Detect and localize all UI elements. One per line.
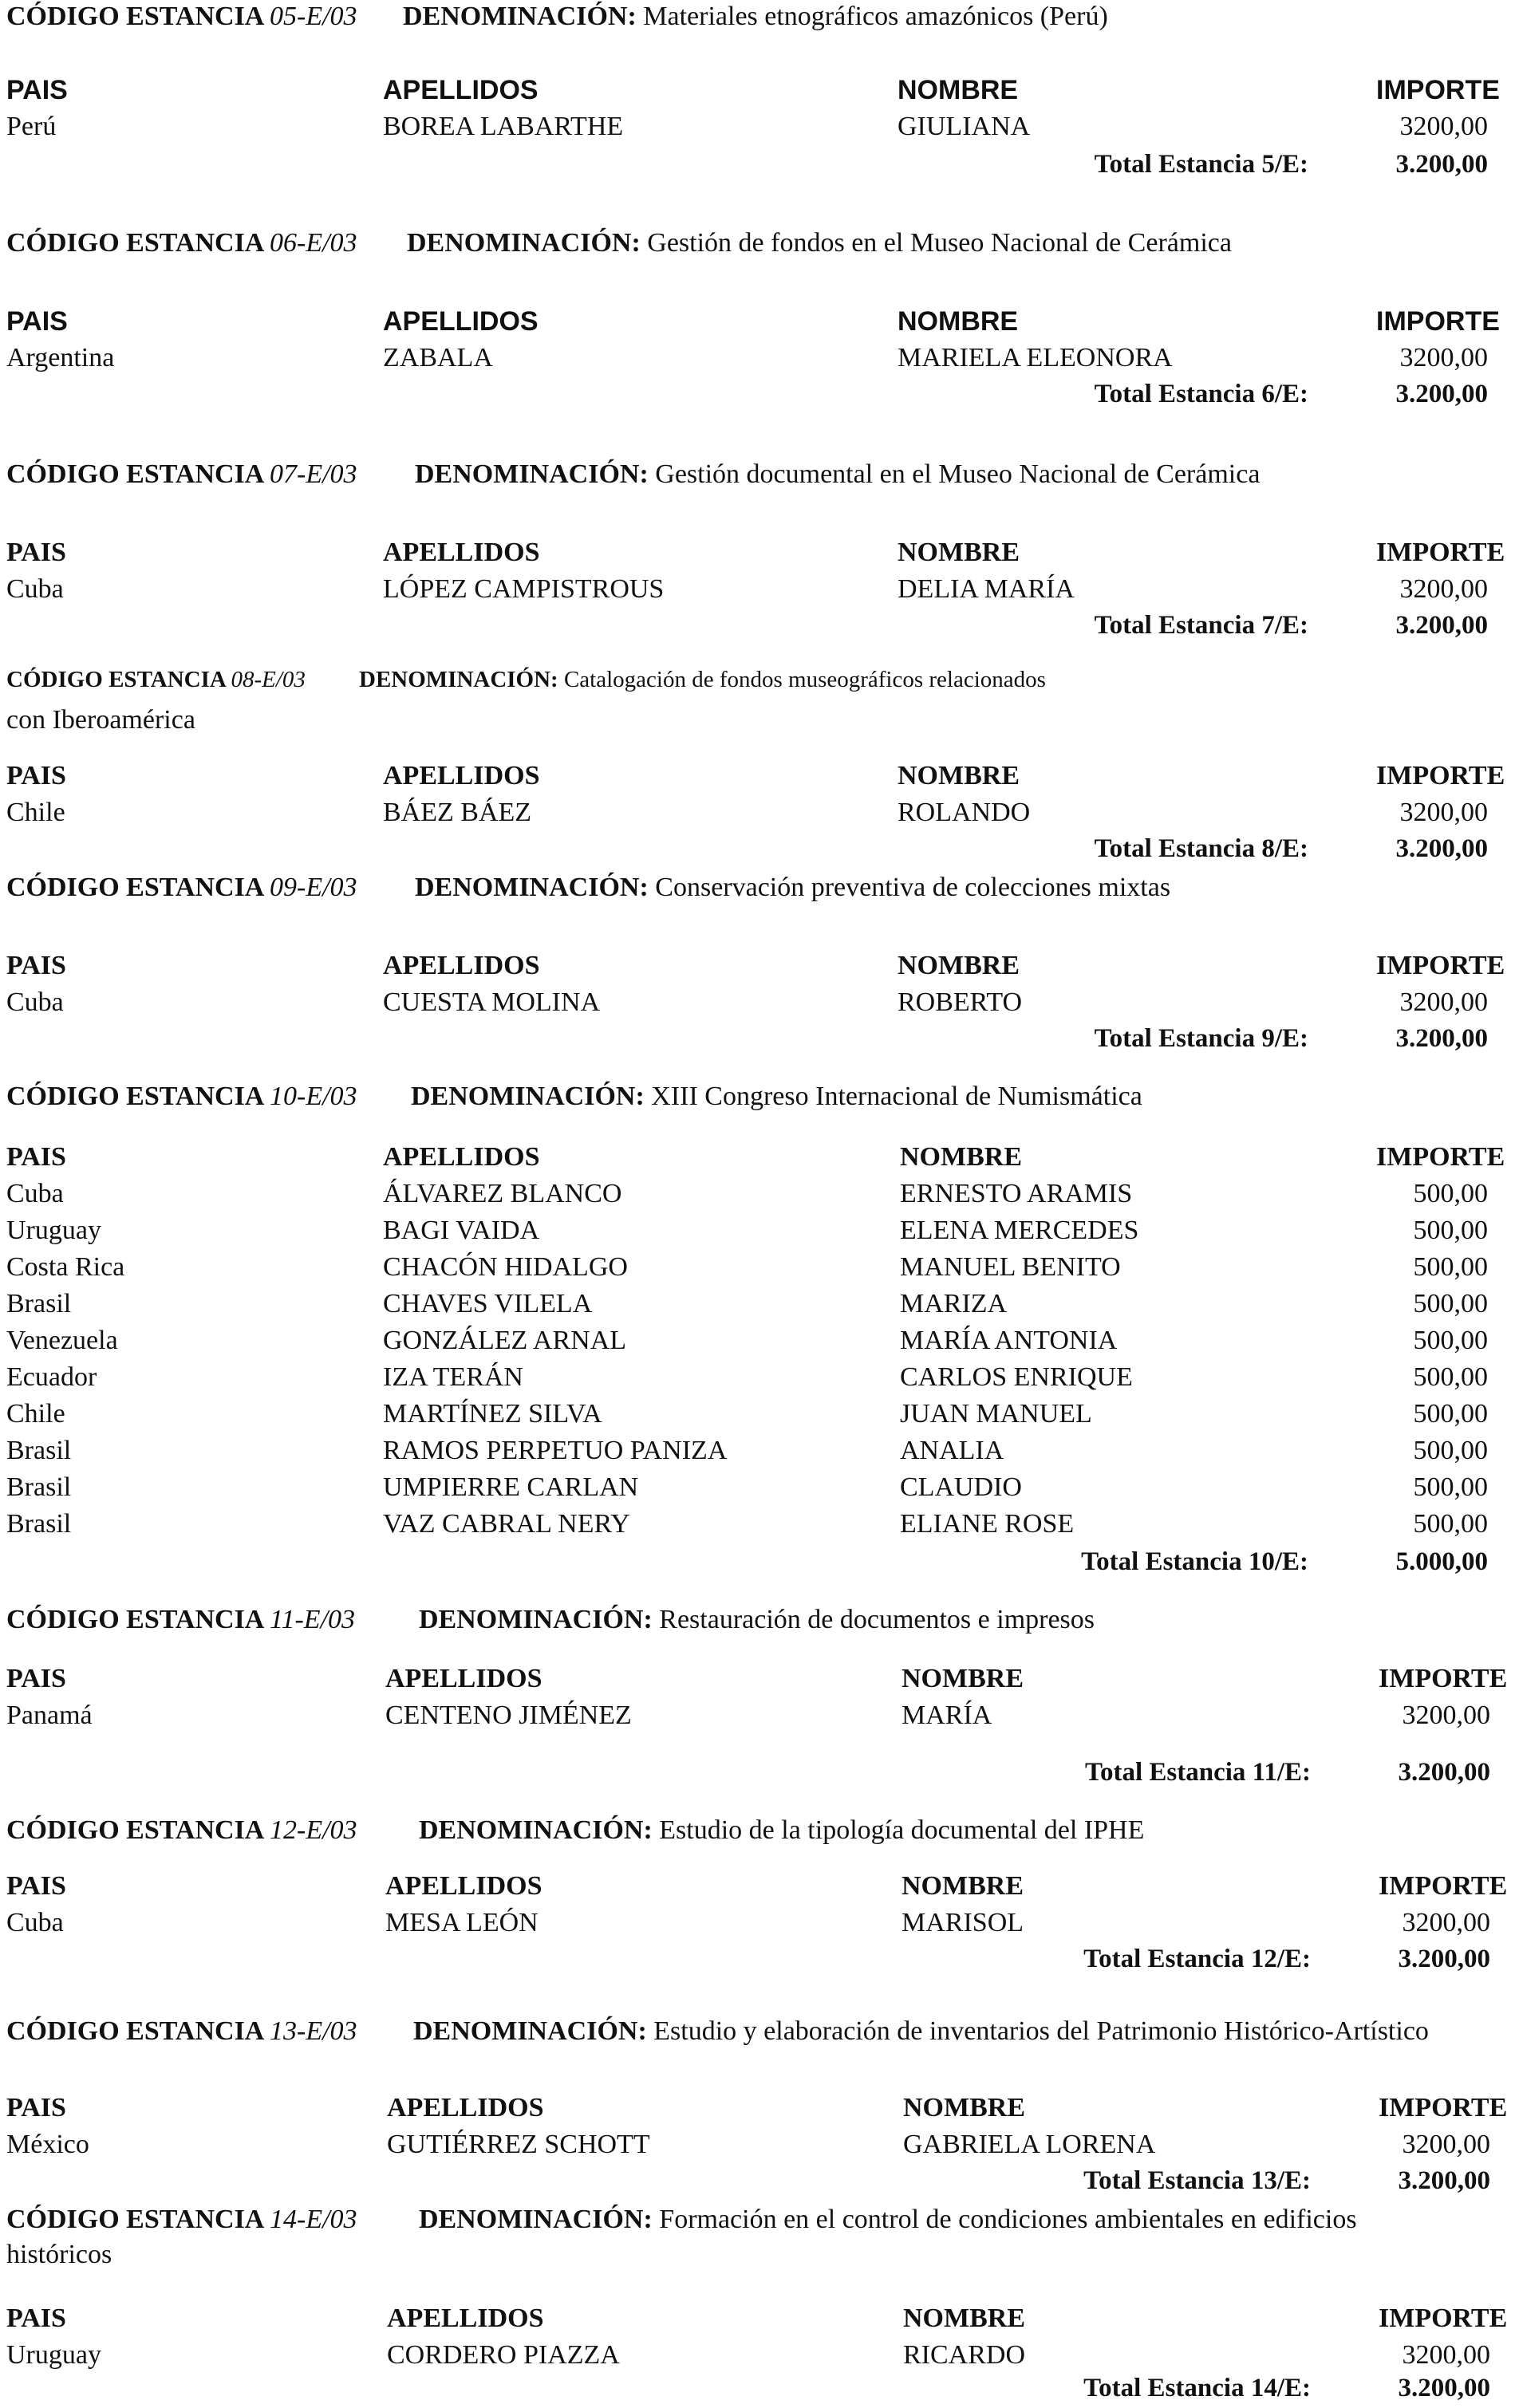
nombre-header: NOMBRE — [903, 2304, 1025, 2333]
importe-cell: 500,00 — [1413, 1436, 1488, 1465]
apellidos-header: APELLIDOS — [383, 761, 540, 790]
apellidos-cell: BOREA LABARTHE — [383, 112, 624, 141]
importe-cell: 500,00 — [1413, 1362, 1488, 1392]
codigo-estancia-label: CÓDIGO ESTANCIA 05-E/03 — [6, 2, 357, 31]
nombre-header: NOMBRE — [898, 306, 1019, 337]
apellidos-header: APELLIDOS — [383, 538, 540, 567]
importe-header: IMPORTE — [1376, 538, 1505, 567]
pais-cell: Brasil — [6, 1289, 72, 1318]
estancia-section — [0, 1605, 1515, 1787]
denominacion-value: Gestión de fondos en el Museo Nacional de Cerámica — [647, 228, 1232, 258]
apellidos-cell: MARTÍNEZ SILVA — [383, 1399, 602, 1429]
nombre-header: NOMBRE — [902, 1664, 1024, 1693]
denominacion-value: Estudio y elaboración de inventarios del Patrimonio Histórico-Artístico — [653, 2016, 1429, 2046]
apellidos-cell: GONZÁLEZ ARNAL — [383, 1326, 627, 1355]
importe-cell: 3200,00 — [1402, 1908, 1490, 1937]
importe-cell: 500,00 — [1413, 1326, 1488, 1355]
total-label: Total Estancia 10/E: — [1081, 1547, 1308, 1576]
importe-header: IMPORTE — [1376, 951, 1505, 980]
importe-cell: 500,00 — [1413, 1509, 1488, 1539]
estancia-section — [0, 0, 1515, 179]
pais-cell: Brasil — [6, 1436, 72, 1465]
apellidos-header: APELLIDOS — [383, 1142, 540, 1172]
nombre-cell: JUAN MANUEL — [900, 1399, 1092, 1429]
denominacion-label: DENOMINACIÓN: Conservación preventiva de colecciones mixtas — [415, 873, 1171, 902]
pais-cell: Ecuador — [6, 1362, 97, 1392]
importe-header: IMPORTE — [1379, 1871, 1508, 1901]
importe-cell: 3200,00 — [1402, 1701, 1490, 1730]
pais-cell: Cuba — [6, 574, 64, 604]
importe-cell: 3200,00 — [1399, 798, 1488, 827]
pais-header: PAIS — [6, 306, 68, 337]
pais-header: PAIS — [6, 75, 68, 105]
denominacion-label: DENOMINACIÓN: Catalogación de fondos museográficos relacionados — [359, 667, 1046, 692]
apellidos-cell: ÁLVAREZ BLANCO — [383, 1179, 622, 1208]
pais-cell: Brasil — [6, 1509, 72, 1539]
nombre-cell: ANALIA — [900, 1436, 1004, 1465]
codigo-estancia-label: CÓDIGO ESTANCIA 13-E/03 — [6, 2016, 357, 2046]
codigo-estancia-value: 12-E/03 — [270, 1815, 357, 1845]
apellidos-header: APELLIDOS — [383, 306, 539, 337]
pais-header: PAIS — [6, 1664, 66, 1693]
nombre-cell: CLAUDIO — [900, 1472, 1022, 1502]
codigo-estancia-label: CÓDIGO ESTANCIA 10-E/03 — [6, 1082, 357, 1111]
nombre-cell: RICARDO — [903, 2340, 1026, 2370]
pais-header: PAIS — [6, 2304, 66, 2333]
nombre-cell: CARLOS ENRIQUE — [900, 1362, 1133, 1392]
apellidos-cell: IZA TERÁN — [383, 1362, 523, 1392]
total-label: Total Estancia 12/E: — [1083, 1945, 1311, 1973]
nombre-cell: MANUEL BENITO — [900, 1252, 1121, 1282]
pais-cell: Cuba — [6, 987, 64, 1017]
denominacion-label: DENOMINACIÓN: Estudio y elaboración de inventarios del Patrimonio Histórico-Artístico — [413, 2016, 1429, 2046]
importe-cell: 3200,00 — [1399, 112, 1488, 141]
nombre-cell: ROLANDO — [898, 798, 1031, 827]
estancia-section — [0, 2016, 1515, 2195]
apellidos-header: APELLIDOS — [383, 951, 540, 980]
apellidos-header: APELLIDOS — [387, 2304, 544, 2333]
nombre-cell: ELENA MERCEDES — [900, 1216, 1139, 1245]
nombre-header: NOMBRE — [898, 538, 1020, 567]
importe-cell: 500,00 — [1413, 1252, 1488, 1282]
importe-cell: 3200,00 — [1399, 574, 1488, 604]
apellidos-cell: GUTIÉRREZ SCHOTT — [387, 2130, 650, 2159]
apellidos-header: APELLIDOS — [383, 75, 539, 105]
denominacion-label: DENOMINACIÓN: Gestión documental en el Museo Nacional de Cerámica — [415, 459, 1261, 489]
nombre-cell: GIULIANA — [898, 112, 1031, 141]
total-label: Total Estancia 5/E: — [1094, 150, 1308, 179]
denominacion-label: DENOMINACIÓN: Gestión de fondos en el Museo Nacional de Cerámica — [407, 228, 1232, 258]
pais-cell: Cuba — [6, 1179, 64, 1208]
nombre-header: NOMBRE — [900, 1142, 1022, 1172]
denominacion-value: Materiales etnográficos amazónicos (Perú) — [643, 2, 1108, 31]
nombre-cell: MARIZA — [900, 1289, 1008, 1318]
total-label: Total Estancia 14/E: — [1083, 2374, 1311, 2402]
denominacion-value: Conservación preventiva de colecciones mixtas — [655, 873, 1171, 902]
apellidos-cell: CENTENO JIMÉNEZ — [385, 1701, 632, 1730]
importe-header: IMPORTE — [1376, 1142, 1505, 1172]
importe-header: IMPORTE — [1376, 75, 1500, 105]
pais-cell: Chile — [6, 1399, 65, 1429]
apellidos-cell: MESA LEÓN — [385, 1908, 539, 1937]
denominacion-value: Catalogación de fondos museográficos relacionados — [563, 667, 1046, 692]
denominacion-continuation: con Iberoamérica — [6, 705, 195, 735]
importe-header: IMPORTE — [1376, 306, 1500, 337]
apellidos-cell: CHAVES VILELA — [383, 1289, 593, 1318]
denominacion-value: Estudio de la tipología documental del IPHE — [659, 1815, 1145, 1845]
codigo-estancia-value: 10-E/03 — [270, 1082, 357, 1111]
nombre-header: NOMBRE — [898, 75, 1019, 105]
total-label: Total Estancia 13/E: — [1083, 2166, 1311, 2195]
nombre-header: NOMBRE — [902, 1871, 1024, 1901]
importe-cell: 500,00 — [1413, 1472, 1488, 1502]
importe-cell: 500,00 — [1413, 1399, 1488, 1429]
importe-cell: 3200,00 — [1402, 2340, 1490, 2370]
importe-header: IMPORTE — [1376, 761, 1505, 790]
estancia-section — [0, 873, 1515, 1053]
importe-header: IMPORTE — [1379, 2093, 1508, 2122]
apellidos-header: APELLIDOS — [385, 1871, 542, 1901]
total-value: 3.200,00 — [1398, 2166, 1490, 2195]
pais-cell: Brasil — [6, 1472, 72, 1502]
estancia-section — [0, 459, 1515, 640]
codigo-estancia-value: 11-E/03 — [270, 1605, 356, 1634]
total-label: Total Estancia 11/E: — [1085, 1758, 1311, 1787]
codigo-estancia-value: 08-E/03 — [231, 667, 306, 692]
apellidos-header: APELLIDOS — [387, 2093, 544, 2122]
total-label: Total Estancia 7/E: — [1094, 611, 1308, 640]
denominacion-label: DENOMINACIÓN: Formación en el control de condiciones ambientales en edificios — [419, 2205, 1357, 2234]
denominacion-label: DENOMINACIÓN: Restauración de documentos e impresos — [419, 1605, 1095, 1634]
codigo-estancia-label: CÓDIGO ESTANCIA 11-E/03 — [6, 1605, 356, 1634]
pais-cell: Uruguay — [6, 1216, 101, 1245]
total-label: Total Estancia 6/E: — [1094, 380, 1308, 408]
codigo-estancia-value: 13-E/03 — [270, 2016, 357, 2046]
nombre-cell: DELIA MARÍA — [898, 574, 1075, 604]
total-value: 3.200,00 — [1398, 2374, 1490, 2402]
pais-header: PAIS — [6, 951, 66, 980]
nombre-cell: MARIELA ELEONORA — [898, 343, 1173, 372]
pais-cell: México — [6, 2130, 89, 2159]
importe-cell: 500,00 — [1413, 1179, 1488, 1208]
nombre-cell: GABRIELA LORENA — [903, 2130, 1156, 2159]
total-value: 3.200,00 — [1398, 1758, 1490, 1787]
total-label: Total Estancia 9/E: — [1094, 1024, 1308, 1053]
pais-header: PAIS — [6, 1142, 66, 1172]
nombre-cell: MARÍA ANTONIA — [900, 1326, 1118, 1355]
codigo-estancia-value: 14-E/03 — [270, 2205, 357, 2234]
importe-cell: 3200,00 — [1402, 2130, 1490, 2159]
total-value: 3.200,00 — [1395, 380, 1488, 408]
nombre-header: NOMBRE — [898, 761, 1020, 790]
pais-header: PAIS — [6, 2093, 66, 2122]
codigo-estancia-value: 07-E/03 — [270, 459, 357, 489]
pais-header: PAIS — [6, 538, 66, 567]
total-value: 5.000,00 — [1395, 1547, 1488, 1576]
apellidos-cell: BAGI VAIDA — [383, 1216, 540, 1245]
codigo-estancia-label: CÓDIGO ESTANCIA 09-E/03 — [6, 873, 357, 902]
nombre-cell: MARISOL — [902, 1908, 1024, 1937]
codigo-estancia-label: CÓDIGO ESTANCIA 08-E/03 — [6, 667, 306, 692]
apellidos-cell: VAZ CABRAL NERY — [383, 1509, 630, 1539]
apellidos-cell: BÁEZ BÁEZ — [383, 798, 532, 827]
pais-cell: Cuba — [6, 1908, 64, 1937]
apellidos-cell: LÓPEZ CAMPISTROUS — [383, 574, 665, 604]
apellidos-cell: CORDERO PIAZZA — [387, 2340, 620, 2370]
nombre-cell: MARÍA — [902, 1701, 992, 1730]
estancia-section — [0, 2205, 1515, 2402]
nombre-cell: ERNESTO ARAMIS — [900, 1179, 1133, 1208]
total-value: 3.200,00 — [1398, 1945, 1490, 1973]
denominacion-label: DENOMINACIÓN: XIII Congreso Internacional de Numismática — [411, 1082, 1142, 1111]
total-label: Total Estancia 8/E: — [1094, 834, 1308, 863]
importe-cell: 3200,00 — [1399, 343, 1488, 372]
estancia-section — [0, 1082, 1515, 1576]
nombre-header: NOMBRE — [898, 951, 1020, 980]
nombre-cell: ELIANE ROSE — [900, 1509, 1075, 1539]
pais-cell: Venezuela — [6, 1326, 118, 1355]
importe-cell: 3200,00 — [1399, 987, 1488, 1017]
apellidos-cell: CUESTA MOLINA — [383, 987, 601, 1017]
codigo-estancia-label: CÓDIGO ESTANCIA 06-E/03 — [6, 228, 357, 258]
codigo-estancia-label: CÓDIGO ESTANCIA 12-E/03 — [6, 1815, 357, 1845]
importe-cell: 500,00 — [1413, 1216, 1488, 1245]
total-value: 3.200,00 — [1395, 1024, 1488, 1053]
denominacion-label: DENOMINACIÓN: Estudio de la tipología documental del IPHE — [419, 1815, 1145, 1845]
importe-header: IMPORTE — [1379, 1664, 1508, 1693]
denominacion-continuation: históricos — [6, 2240, 112, 2269]
pais-header: PAIS — [6, 761, 66, 790]
nombre-cell: ROBERTO — [898, 987, 1023, 1017]
estancia-section — [0, 667, 1515, 863]
apellidos-cell: CHACÓN HIDALGO — [383, 1252, 628, 1282]
pais-cell: Chile — [6, 798, 65, 827]
pais-cell: Costa Rica — [6, 1252, 125, 1282]
estancia-section — [0, 228, 1515, 408]
total-value: 3.200,00 — [1395, 611, 1488, 640]
codigo-estancia-value: 05-E/03 — [270, 2, 357, 31]
apellidos-cell: ZABALA — [383, 343, 493, 372]
denominacion-value: Gestión documental en el Museo Nacional de Cerámica — [655, 459, 1261, 489]
pais-cell: Uruguay — [6, 2340, 101, 2370]
pais-cell: Perú — [6, 112, 57, 141]
estancia-section — [0, 1815, 1515, 1973]
pais-cell: Panamá — [6, 1701, 93, 1730]
denominacion-value: Formación en el control de condiciones ambientales en edificios — [659, 2205, 1357, 2234]
apellidos-cell: UMPIERRE CARLAN — [383, 1472, 639, 1502]
nombre-header: NOMBRE — [903, 2093, 1025, 2122]
denominacion-value: Restauración de documentos e impresos — [659, 1605, 1095, 1634]
codigo-estancia-value: 09-E/03 — [270, 873, 357, 902]
apellidos-cell: RAMOS PERPETUO PANIZA — [383, 1436, 728, 1465]
pais-cell: Argentina — [6, 343, 115, 372]
importe-cell: 500,00 — [1413, 1289, 1488, 1318]
importe-header: IMPORTE — [1379, 2304, 1508, 2333]
codigo-estancia-label: CÓDIGO ESTANCIA 07-E/03 — [6, 459, 357, 489]
codigo-estancia-value: 06-E/03 — [270, 228, 357, 258]
total-value: 3.200,00 — [1395, 834, 1488, 863]
pais-header: PAIS — [6, 1871, 66, 1901]
denominacion-value: XIII Congreso Internacional de Numismática — [651, 1082, 1142, 1111]
total-value: 3.200,00 — [1395, 150, 1488, 179]
codigo-estancia-label: CÓDIGO ESTANCIA 14-E/03 — [6, 2205, 357, 2234]
denominacion-label: DENOMINACIÓN: Materiales etnográficos amazónicos (Perú) — [403, 2, 1108, 31]
apellidos-header: APELLIDOS — [385, 1664, 542, 1693]
